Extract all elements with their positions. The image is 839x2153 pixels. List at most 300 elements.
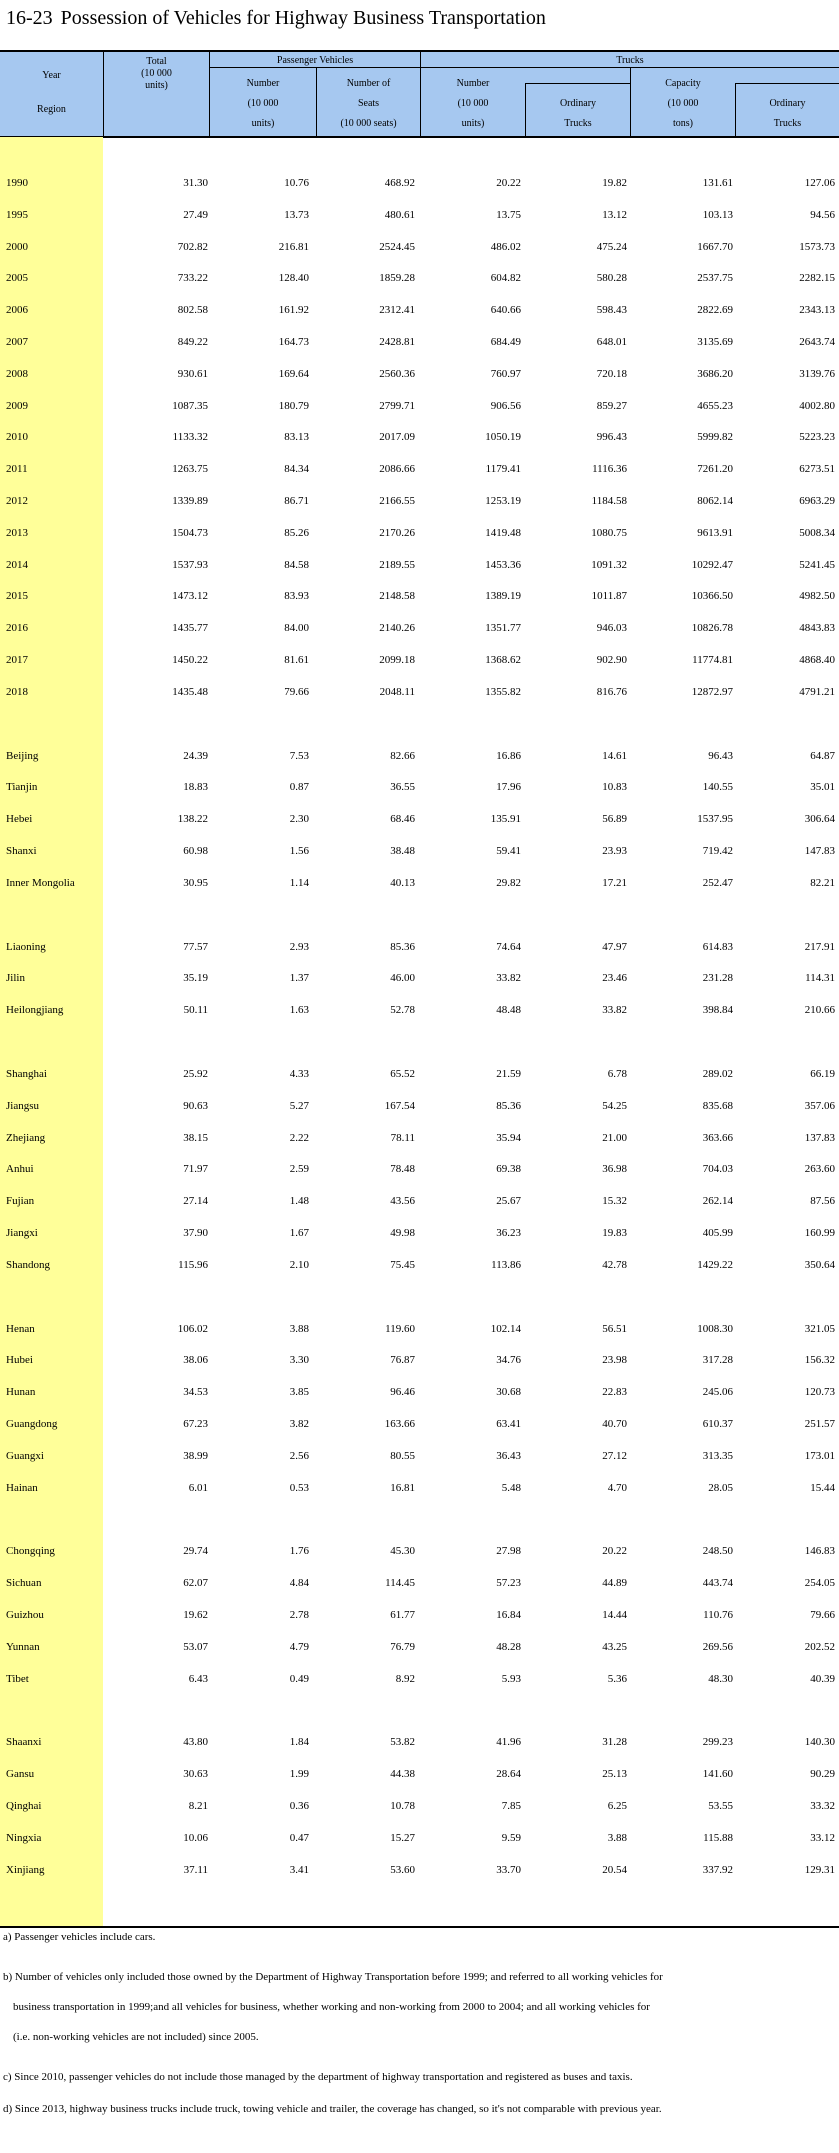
header-region: Region <box>37 104 66 115</box>
cell-value: 47.97 <box>602 940 627 953</box>
cell-value: 29.74 <box>183 1545 208 1558</box>
row-label: 2010 <box>6 431 28 444</box>
cell-value: 96.46 <box>390 1386 415 1399</box>
cell-value: 720.18 <box>596 367 627 380</box>
cell-value: 28.64 <box>496 1768 521 1781</box>
cell-value: 43.25 <box>602 1640 627 1653</box>
cell-value: 27.14 <box>183 1195 208 1208</box>
cell-value: 25.67 <box>496 1195 521 1208</box>
footnote-line: business transportation in 1999;and all vehicles for business, whether working and non-working from 2000 to 2004; and all working vehicles for <box>13 2001 650 2013</box>
row-label: Hainan <box>6 1481 38 1494</box>
cell-value: 115.96 <box>178 1258 208 1271</box>
cell-value: 252.47 <box>702 876 733 889</box>
cell-value: 27.12 <box>602 1449 627 1462</box>
row-label: Heilongjiang <box>6 1004 64 1017</box>
cell-value: 17.96 <box>496 781 521 794</box>
cell-value: 169.64 <box>278 367 309 380</box>
header-capacity-line: Capacity <box>665 78 701 89</box>
cell-value: 946.03 <box>596 622 627 635</box>
cell-value: 140.55 <box>702 781 733 794</box>
table-row <box>0 746 839 766</box>
cell-value: 1091.32 <box>591 558 627 571</box>
cell-value: 13.12 <box>602 208 627 221</box>
table-row <box>0 173 839 193</box>
cell-value: 684.49 <box>490 336 521 348</box>
row-label: 2013 <box>6 526 28 539</box>
row-label: Guizhou <box>6 1609 44 1621</box>
cell-value: 604.82 <box>490 272 521 285</box>
row-label: Yunnan <box>6 1640 40 1653</box>
table-bottom-rule <box>0 1926 839 1928</box>
cell-value: 1573.73 <box>799 240 835 253</box>
cell-value: 719.42 <box>702 845 733 857</box>
cell-value: 1504.73 <box>172 526 208 539</box>
cell-value: 84.58 <box>284 558 309 571</box>
cell-value: 2099.18 <box>379 654 415 666</box>
row-label: Hebei <box>6 813 33 826</box>
header-group-rule <box>209 67 839 68</box>
cell-value: 1.14 <box>289 876 309 889</box>
cell-value: 1008.30 <box>697 1322 733 1335</box>
cell-value: 83.93 <box>284 590 309 603</box>
cell-value: 289.02 <box>702 1068 733 1080</box>
cell-value: 56.89 <box>602 813 627 826</box>
header-pv-number-line: Number <box>246 78 280 89</box>
cell-value: 102.14 <box>490 1322 521 1335</box>
cell-value: 2140.26 <box>379 622 415 635</box>
cell-value: 13.75 <box>496 208 521 221</box>
cell-value: 610.37 <box>702 1418 733 1430</box>
cell-value: 2799.71 <box>379 399 415 412</box>
cell-value: 35.94 <box>496 1131 521 1144</box>
cell-value: 733.22 <box>177 272 208 285</box>
cell-value: 63.41 <box>496 1418 521 1430</box>
cell-value: 19.62 <box>183 1609 208 1621</box>
cell-value: 262.14 <box>702 1195 733 1208</box>
header-total-line: units) <box>145 80 168 91</box>
cell-value: 1435.77 <box>172 622 208 635</box>
cell-value: 90.29 <box>810 1768 835 1781</box>
cell-value: 71.97 <box>183 1163 208 1176</box>
cell-value: 59.41 <box>496 845 521 857</box>
header-pv-number <box>210 74 316 134</box>
table-row <box>0 523 839 543</box>
header-ordinary-rule <box>525 83 630 84</box>
cell-value: 2166.55 <box>379 495 415 507</box>
cell-value: 10.76 <box>284 177 309 189</box>
cell-value: 40.13 <box>390 876 415 889</box>
title-text: Possession of Vehicles for Highway Business Transportation <box>60 7 546 29</box>
row-label: Tibet <box>6 1672 29 1685</box>
cell-value: 15.44 <box>810 1481 835 1494</box>
row-label: 2016 <box>6 622 28 635</box>
row-label: Chongqing <box>6 1545 55 1558</box>
cell-value: 313.35 <box>702 1449 733 1462</box>
cell-value: 350.64 <box>804 1258 835 1271</box>
cell-value: 2560.36 <box>379 367 415 380</box>
cell-value: 306.64 <box>804 813 835 826</box>
cell-value: 7.53 <box>289 749 309 762</box>
row-label: Hunan <box>6 1386 36 1399</box>
cell-value: 802.58 <box>177 304 208 317</box>
cell-value: 4843.83 <box>799 622 835 635</box>
row-label: 2007 <box>6 336 28 348</box>
table-row <box>0 555 839 575</box>
cell-value: 160.99 <box>804 1227 835 1239</box>
cell-value: 25.92 <box>183 1068 208 1080</box>
cell-value: 19.82 <box>602 177 627 189</box>
cell-value: 8062.14 <box>697 495 733 507</box>
cell-value: 33.82 <box>602 1004 627 1017</box>
cell-value: 23.93 <box>602 845 627 857</box>
row-label: 2005 <box>6 272 28 285</box>
header-total-line: (10 000 <box>141 68 172 79</box>
cell-value: 106.02 <box>177 1322 208 1335</box>
cell-value: 85.36 <box>390 940 415 953</box>
cell-value: 217.91 <box>804 940 835 953</box>
cell-value: 5241.45 <box>799 558 835 571</box>
cell-value: 2.10 <box>289 1258 309 1271</box>
cell-value: 85.36 <box>496 1099 521 1112</box>
cell-value: 36.98 <box>602 1163 627 1176</box>
cell-value: 19.83 <box>602 1227 627 1239</box>
row-label: 2009 <box>6 399 28 412</box>
row-label: 2011 <box>6 463 28 476</box>
cell-value: 996.43 <box>596 431 627 444</box>
cell-value: 20.22 <box>602 1545 627 1558</box>
cell-value: 216.81 <box>278 240 309 253</box>
cell-value: 10366.50 <box>691 590 733 603</box>
row-label: Jiangxi <box>6 1227 38 1239</box>
cell-value: 2.78 <box>289 1609 309 1621</box>
cell-value: 120.73 <box>804 1386 835 1399</box>
cell-value: 114.45 <box>385 1577 415 1590</box>
row-label: 2000 <box>6 240 28 253</box>
cell-value: 3686.20 <box>697 367 733 380</box>
cell-value: 357.06 <box>804 1099 835 1112</box>
cell-value: 38.48 <box>390 845 415 857</box>
cell-value: 110.76 <box>703 1609 733 1621</box>
cell-value: 835.68 <box>702 1099 733 1112</box>
cell-value: 1.76 <box>289 1545 309 1558</box>
cell-value: 140.30 <box>804 1736 835 1749</box>
cell-value: 27.98 <box>496 1545 521 1558</box>
cell-value: 34.76 <box>496 1354 521 1367</box>
cell-value: 14.44 <box>602 1609 627 1621</box>
cell-value: 1351.77 <box>485 622 521 635</box>
cell-value: 1184.58 <box>591 495 627 507</box>
cell-value: 30.95 <box>183 876 208 889</box>
row-label: Xinjiang <box>6 1863 45 1876</box>
cell-value: 8.92 <box>395 1672 415 1685</box>
row-label: Guangdong <box>6 1418 58 1430</box>
cell-value: 1050.19 <box>485 431 521 444</box>
cell-value: 86.71 <box>284 495 309 507</box>
cell-value: 77.57 <box>183 940 208 953</box>
cell-value: 906.56 <box>490 399 521 412</box>
cell-value: 30.63 <box>183 1768 208 1781</box>
cell-value: 486.02 <box>490 240 521 253</box>
header-capacity-line: (10 000 <box>667 98 699 109</box>
table-row <box>0 1255 839 1275</box>
table-row <box>0 1732 839 1752</box>
row-label: Qinghai <box>6 1800 42 1812</box>
row-label: 2017 <box>6 654 28 666</box>
cell-value: 10.06 <box>183 1831 208 1844</box>
table-row <box>0 237 839 257</box>
table-row <box>0 968 839 988</box>
table-row <box>0 459 839 479</box>
table-row <box>0 427 839 447</box>
cell-value: 135.91 <box>490 813 521 826</box>
header-capacity <box>631 74 735 134</box>
row-label: Jilin <box>6 972 25 985</box>
table-row <box>0 841 839 861</box>
cell-value: 16.84 <box>496 1609 521 1621</box>
header-truck-number-line: (10 000 <box>457 98 489 109</box>
cell-value: 23.98 <box>602 1354 627 1367</box>
cell-value: 2086.66 <box>379 463 415 476</box>
cell-value: 317.28 <box>702 1354 733 1367</box>
cell-value: 53.07 <box>183 1640 208 1653</box>
cell-value: 640.66 <box>490 304 521 317</box>
cell-value: 82.66 <box>390 749 415 762</box>
row-label: 2014 <box>6 558 28 571</box>
cell-value: 3.82 <box>289 1418 309 1430</box>
table-row <box>0 586 839 606</box>
table-row <box>0 268 839 288</box>
cell-value: 4.70 <box>607 1481 627 1494</box>
cell-value: 10.78 <box>390 1800 415 1812</box>
header-truck-ordinary <box>526 94 630 134</box>
row-label: Shandong <box>6 1258 50 1271</box>
cell-value: 54.25 <box>602 1099 627 1112</box>
cell-value: 37.11 <box>183 1863 208 1876</box>
row-label: Inner Mongolia <box>6 876 75 889</box>
cell-value: 49.98 <box>390 1227 415 1239</box>
cell-value: 33.32 <box>810 1800 835 1812</box>
cell-value: 37.90 <box>183 1227 208 1239</box>
cell-value: 35.19 <box>183 972 208 985</box>
cell-value: 6.43 <box>188 1672 208 1685</box>
cell-value: 0.53 <box>289 1481 309 1494</box>
cell-value: 31.30 <box>183 177 208 189</box>
cell-value: 468.92 <box>384 177 415 189</box>
cell-value: 113.86 <box>491 1258 521 1271</box>
header-truck-ordinary-line: Trucks <box>564 118 592 129</box>
cell-value: 2282.15 <box>799 272 835 285</box>
cell-value: 1.84 <box>289 1736 309 1749</box>
cell-value: 210.66 <box>804 1004 835 1017</box>
row-label: 2015 <box>6 590 28 603</box>
cell-value: 5.36 <box>607 1672 627 1685</box>
cell-value: 1.56 <box>289 845 309 857</box>
cell-value: 254.05 <box>804 1577 835 1590</box>
cell-value: 69.38 <box>496 1163 521 1176</box>
cell-value: 1.37 <box>289 972 309 985</box>
cell-value: 6.01 <box>188 1481 208 1494</box>
cell-value: 0.87 <box>289 781 309 794</box>
cell-value: 3.41 <box>289 1863 309 1876</box>
cell-value: 1453.36 <box>485 558 521 571</box>
cell-value: 1.63 <box>289 1004 309 1017</box>
header-capacity-ordinary <box>736 94 839 134</box>
table-row <box>0 1223 839 1243</box>
table-row <box>0 1350 839 1370</box>
cell-value: 1.67 <box>289 1227 309 1239</box>
cell-value: 475.24 <box>596 240 627 253</box>
cell-value: 119.60 <box>385 1322 415 1335</box>
header-total <box>104 56 209 92</box>
cell-value: 8.21 <box>188 1800 208 1812</box>
table-row <box>0 682 839 702</box>
table-row <box>0 1764 839 1784</box>
cell-value: 9613.91 <box>697 526 733 539</box>
header-pv-number-line: units) <box>251 118 275 129</box>
cell-value: 2428.81 <box>379 336 415 348</box>
cell-value: 24.39 <box>183 749 208 762</box>
cell-value: 66.19 <box>810 1068 835 1080</box>
cell-value: 1179.41 <box>485 463 521 476</box>
header-pv-number-line: (10 000 <box>247 98 279 109</box>
cell-value: 2189.55 <box>379 558 415 571</box>
row-label: 1990 <box>6 177 28 189</box>
cell-value: 21.00 <box>602 1131 627 1144</box>
row-label: Henan <box>6 1322 35 1335</box>
cell-value: 164.73 <box>278 336 309 348</box>
cell-value: 17.21 <box>602 876 627 889</box>
cell-value: 67.23 <box>183 1418 208 1430</box>
row-label: 2008 <box>6 367 28 380</box>
cell-value: 702.82 <box>177 240 208 253</box>
cell-value: 337.92 <box>702 1863 733 1876</box>
table-row <box>0 1669 839 1689</box>
cell-value: 3.30 <box>289 1354 309 1367</box>
cell-value: 36.23 <box>496 1227 521 1239</box>
cell-value: 173.01 <box>804 1449 835 1462</box>
row-label: Sichuan <box>6 1577 42 1590</box>
cell-value: 263.60 <box>804 1163 835 1176</box>
cell-value: 2.22 <box>289 1131 309 1144</box>
header-passenger-vehicles: Passenger Vehicles <box>276 55 354 66</box>
cell-value: 53.60 <box>390 1863 415 1876</box>
cell-value: 53.55 <box>708 1800 733 1812</box>
cell-value: 5999.82 <box>697 431 733 444</box>
table-row <box>0 1159 839 1179</box>
cell-value: 14.61 <box>602 749 627 762</box>
header-pv-seats-line: Number of <box>346 78 391 89</box>
cell-value: 2170.26 <box>379 526 415 539</box>
cell-value: 30.68 <box>496 1386 521 1399</box>
cell-value: 40.39 <box>810 1672 835 1685</box>
cell-value: 61.77 <box>390 1609 415 1621</box>
cell-value: 7261.20 <box>697 463 733 476</box>
cell-value: 56.51 <box>602 1322 627 1335</box>
cell-value: 127.06 <box>804 177 835 189</box>
cell-value: 202.52 <box>804 1640 835 1653</box>
table-title <box>6 4 546 32</box>
cell-value: 1253.19 <box>485 495 521 507</box>
row-label: Jiangsu <box>6 1099 39 1112</box>
cell-value: 156.32 <box>804 1354 835 1367</box>
cell-value: 5.48 <box>501 1481 521 1494</box>
cell-value: 6.78 <box>607 1068 627 1080</box>
table-number: 16-23 <box>6 7 53 29</box>
cell-value: 83.13 <box>284 431 309 444</box>
cell-value: 6.25 <box>607 1800 627 1812</box>
cell-value: 163.66 <box>384 1418 415 1430</box>
cell-value: 1355.82 <box>485 685 521 698</box>
cell-value: 48.28 <box>496 1640 521 1653</box>
cell-value: 13.73 <box>284 208 309 221</box>
cell-value: 1537.93 <box>172 558 208 571</box>
cell-value: 2.59 <box>289 1163 309 1176</box>
cell-value: 81.61 <box>284 654 309 666</box>
cell-value: 33.12 <box>810 1831 835 1844</box>
table-row <box>0 1446 839 1466</box>
cell-value: 80.55 <box>390 1449 415 1462</box>
cell-value: 2.56 <box>289 1449 309 1462</box>
table-row <box>0 1064 839 1084</box>
header-pv-seats-line: (10 000 seats) <box>340 118 397 129</box>
cell-value: 68.46 <box>390 813 415 826</box>
cell-value: 53.82 <box>390 1736 415 1749</box>
table-row <box>0 1796 839 1816</box>
table-row <box>0 491 839 511</box>
cell-value: 480.61 <box>384 208 415 221</box>
cell-value: 76.79 <box>390 1640 415 1653</box>
cell-value: 902.90 <box>596 654 627 666</box>
cell-value: 36.43 <box>496 1449 521 1462</box>
cell-value: 0.47 <box>289 1831 309 1844</box>
cell-value: 1080.75 <box>591 526 627 539</box>
row-label: 1995 <box>6 208 28 221</box>
cell-value: 299.23 <box>702 1736 733 1749</box>
cell-value: 43.80 <box>183 1736 208 1749</box>
cell-value: 137.83 <box>804 1131 835 1144</box>
cell-value: 79.66 <box>284 685 309 698</box>
cell-value: 18.83 <box>183 781 208 794</box>
cell-value: 1419.48 <box>485 526 521 539</box>
cell-value: 87.56 <box>810 1195 835 1208</box>
cell-value: 161.92 <box>278 304 309 317</box>
cell-value: 31.28 <box>602 1736 627 1749</box>
cell-value: 1133.32 <box>172 431 208 444</box>
cell-value: 3.88 <box>607 1831 627 1844</box>
cell-value: 1667.70 <box>697 240 733 253</box>
cell-value: 180.79 <box>278 399 309 412</box>
cell-value: 443.74 <box>702 1577 733 1590</box>
cell-value: 4002.80 <box>799 399 835 412</box>
footnote-line: c) Since 2010, passenger vehicles do not include those managed by the department of highway transportation and registered as buses and taxis. <box>3 2071 633 2083</box>
row-label: 2018 <box>6 685 28 698</box>
cell-value: 21.59 <box>496 1068 521 1080</box>
header-capacity-line: tons) <box>673 118 693 129</box>
cell-value: 1389.19 <box>485 590 521 603</box>
cell-value: 38.15 <box>183 1131 208 1144</box>
cell-value: 1368.62 <box>485 654 521 666</box>
cell-value: 79.66 <box>810 1609 835 1621</box>
cell-value: 7.85 <box>501 1800 521 1812</box>
cell-value: 52.78 <box>390 1004 415 1017</box>
cell-value: 1859.28 <box>379 272 415 285</box>
table-row <box>0 205 839 225</box>
table-row <box>0 1128 839 1148</box>
cell-value: 11774.81 <box>692 654 733 666</box>
cell-value: 94.56 <box>810 208 835 221</box>
cell-value: 23.46 <box>602 972 627 985</box>
header-capacity-ordinary-line: Trucks <box>773 118 802 129</box>
